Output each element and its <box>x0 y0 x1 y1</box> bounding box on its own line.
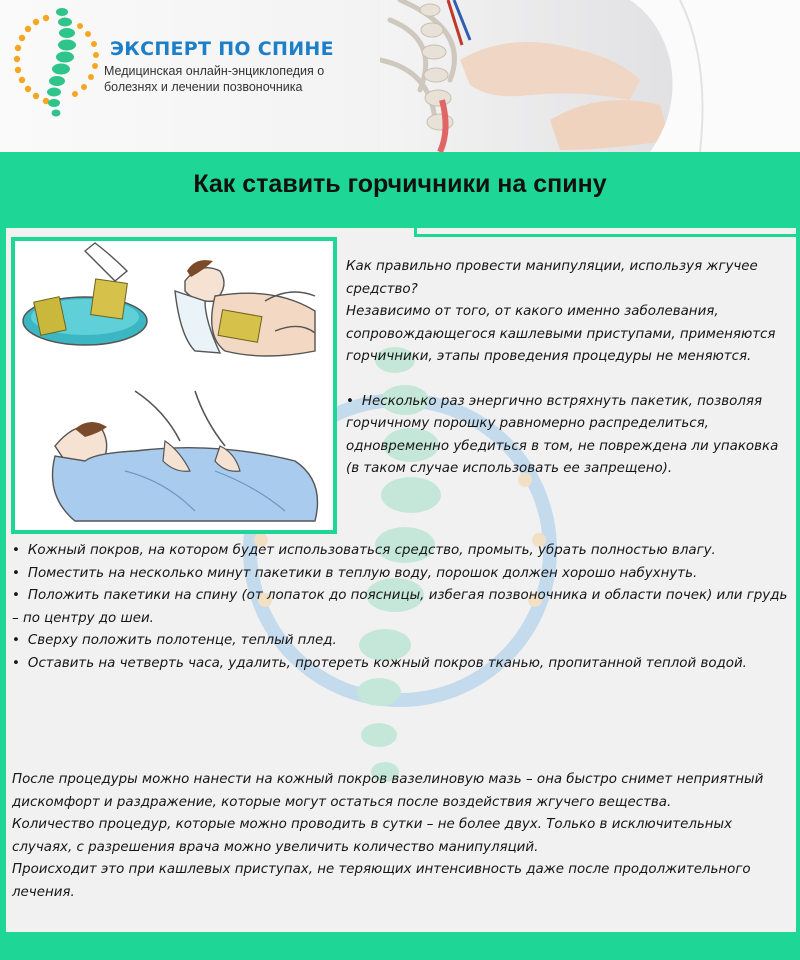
bullet-icon: • <box>12 633 20 648</box>
brand-subtitle-line1: Медицинская онлайн-энциклопедия о <box>104 64 325 78</box>
site-header <box>0 0 800 152</box>
steps-list <box>12 540 792 675</box>
page-title: Как ставить горчичники на спину <box>193 170 607 198</box>
doctor-spine-photo <box>380 0 800 152</box>
content-left-border <box>0 228 6 932</box>
first-step <box>346 391 786 481</box>
mustard-plaster-illustration <box>11 237 337 534</box>
outro-count: Количество процедур, которые можно проводить в сутки – не более двух. Только в исключительных случаях, с разрешения врача можно увеличить количество манипуляций. <box>12 817 733 855</box>
content-right-border <box>796 228 800 932</box>
bullet-icon: • <box>12 655 20 671</box>
bullet-icon: • <box>12 543 20 558</box>
bullet-icon: • <box>12 565 20 581</box>
step-text: Положить пакетики на спину (от лопаток до поясницы, избегая позвоночника и области почек) или грудь – по центру до шеи. <box>12 588 788 626</box>
outro-block <box>12 769 792 904</box>
brand-subtitle-line2: болезнях и лечении позвоночника <box>104 80 303 94</box>
outro-after: После процедуры можно нанести на кожный покров вазелиновую мазь – она быстро снимет неприятный дискомфорт и раздражение, которые могут остаться после воздействия жгучего вещества. <box>12 772 764 810</box>
bottom-band <box>0 932 800 960</box>
list-item <box>12 563 792 586</box>
decorative-line <box>414 234 800 237</box>
intro-paragraph: Независимо от того, от какого именно заболевания, сопровождающегося кашлевыми приступами, применяются горчичники, этапы проведения процедуры не меняются. <box>346 304 776 364</box>
list-item <box>12 630 792 653</box>
bullet-icon: • <box>12 588 20 603</box>
step-text: Оставить на четверть часа, удалить, протереть кожный покров тканью, пропитанной теплой водой. <box>27 655 747 671</box>
step-text: Сверху положить полотенце, теплый плед. <box>27 633 337 648</box>
step-text: Кожный покров, на котором будет использоваться средство, промыть, убрать полностью влагу. <box>27 543 716 558</box>
intro-block <box>346 256 786 481</box>
decorative-line-corner <box>414 228 417 237</box>
brand-subtitle <box>104 63 364 95</box>
intro-question: Как правильно провести манипуляции, используя жгучее средство? <box>346 259 758 297</box>
spine-logo-icon <box>8 4 108 122</box>
first-step-text: Несколько раз энергично встряхнуть пакетик, позволяя горчичному порошку равномерно распределиться, одновременно убедиться в том, не повреждена ли упаковка (в таком случае использовать ее запрещено). <box>346 393 779 476</box>
list-item <box>12 653 792 676</box>
illustration-drawing <box>15 241 333 530</box>
bullet-icon: • <box>346 393 354 409</box>
step-text: Поместить на несколько минут пакетики в теплую воду, порошок должен хорошо набухнуть. <box>27 565 698 581</box>
brand-title[interactable]: ЭКСПЕРТ ПО СПИНЕ <box>110 38 334 60</box>
outro-when: Происходит это при кашлевых приступах, не теряющих интенсивность даже после продолжительного лечения. <box>12 862 751 900</box>
list-item <box>12 540 792 563</box>
list-item <box>12 585 792 630</box>
